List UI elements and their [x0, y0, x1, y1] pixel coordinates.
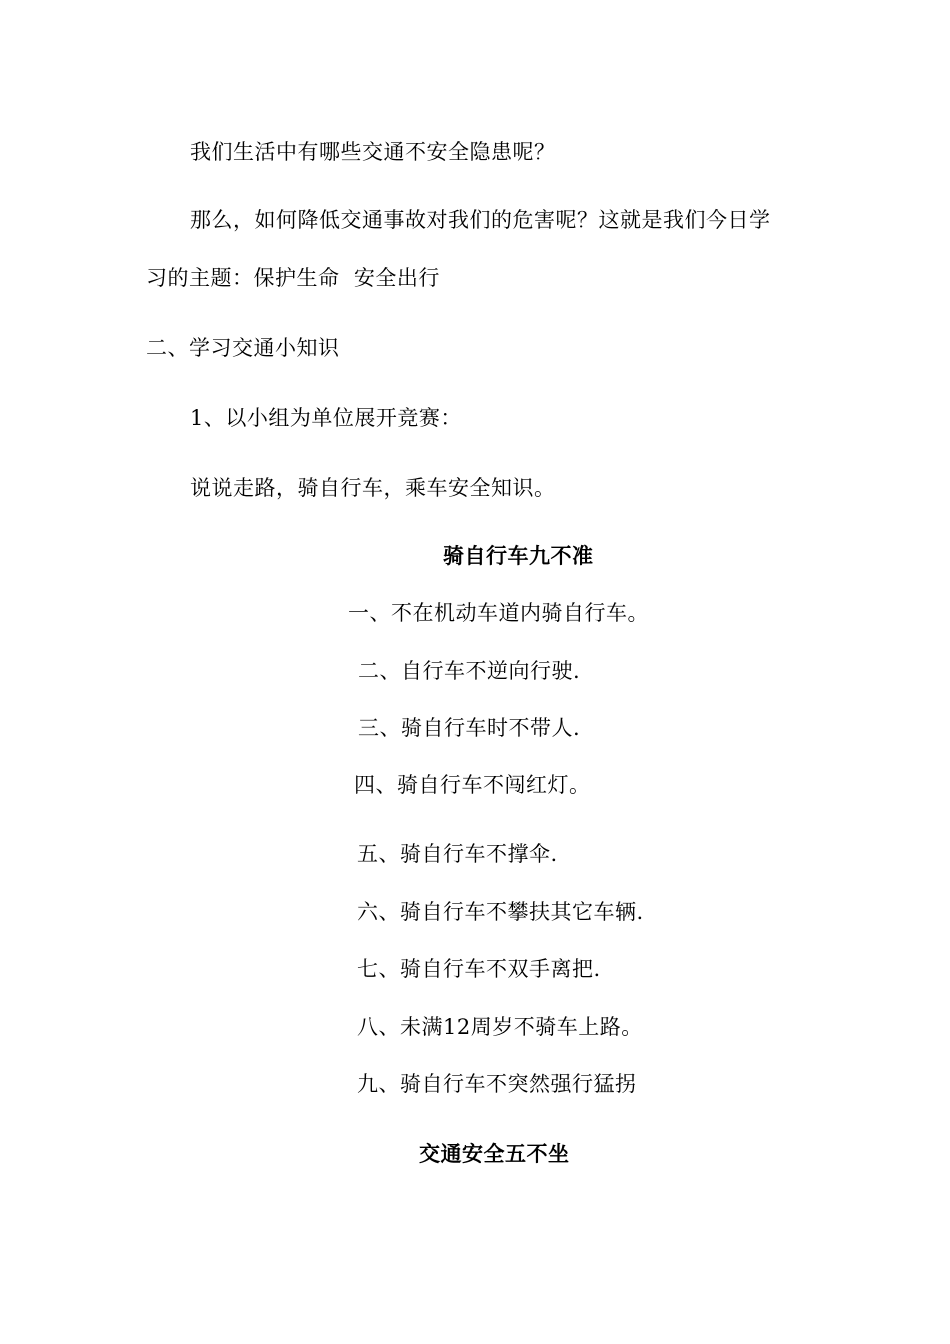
bicycle-rule-item: 三、骑自行车时不带人. — [358, 716, 581, 740]
bicycle-rule-item: 五、骑自行车不撑伞. — [357, 842, 558, 866]
bicycle-rule-item: 二、自行车不逆向行驶. — [358, 659, 581, 683]
bicycle-rule-item: 八、未满12周岁不骑车上路。 — [357, 1015, 643, 1039]
bicycle-rule-item: 七、骑自行车不双手离把. — [357, 957, 601, 981]
bicycle-rule-item: 九、骑自行车不突然强行猛拐 — [357, 1072, 637, 1096]
bicycle-rule-item: 一、不在机动车道内骑自行车。 — [348, 601, 649, 625]
bicycle-rule-item: 四、骑自行车不闯红灯。 — [354, 773, 591, 797]
section-heading-traffic-knowledge: 二、学习交通小知识 — [146, 336, 340, 360]
ride-rules-title: 交通安全五不坐 — [419, 1142, 570, 1166]
bicycle-rule-item: 六、骑自行车不攀扶其它车辆. — [357, 900, 644, 924]
paragraph-safety-knowledge: 说说走路，骑自行车，乘车安全知识。 — [190, 476, 556, 500]
paragraph-reduce-harm-line1: 那么，如何降低交通事故对我们的危害呢？这就是我们今日学 — [190, 208, 771, 232]
bicycle-rules-title: 骑自行车九不准 — [443, 544, 594, 568]
paragraph-reduce-harm-line2: 习的主题：保护生命 安全出行 — [146, 266, 440, 290]
paragraph-hazards-question: 我们生活中有哪些交通不安全隐患呢？ — [190, 140, 556, 164]
paragraph-group-contest: 1、以小组为单位展开竞赛： — [190, 406, 462, 430]
